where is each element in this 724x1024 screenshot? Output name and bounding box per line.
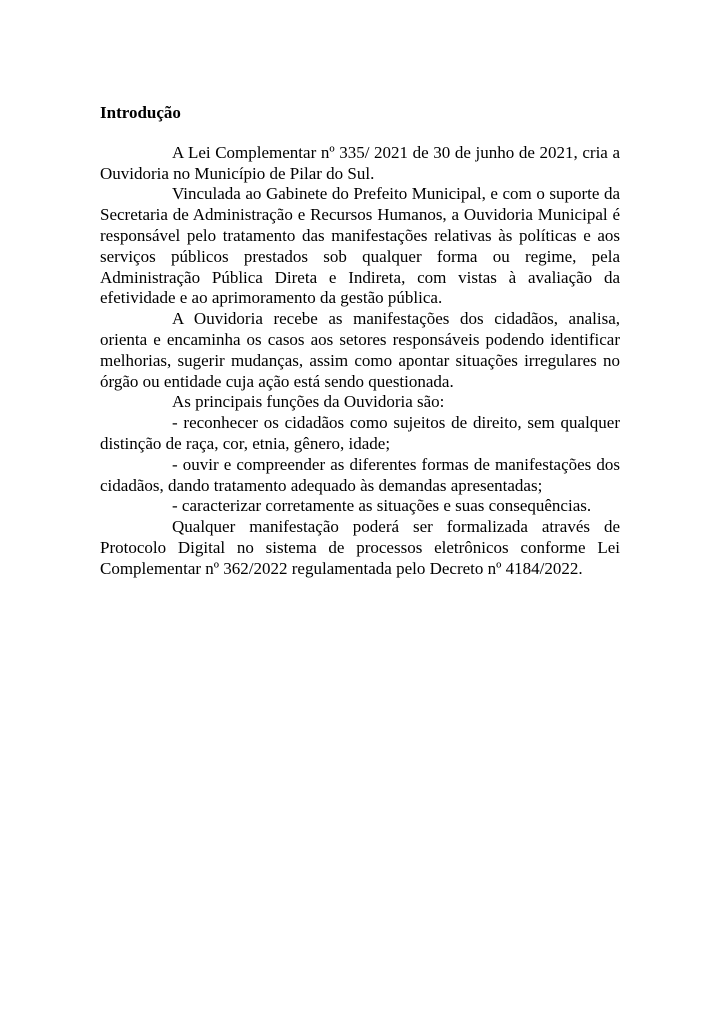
list-item-paragraph: - reconhecer os cidadãos como sujeitos de direito, sem qualquer distinção de raça, cor, etnia, gênero, idade; — [100, 413, 620, 453]
paragraph: A Lei Complementar nº 335/ 2021 de 30 de junho de 2021, cria a Ouvidoria no Município de Pilar do Sul. — [100, 142, 620, 183]
document-heading: Introdução — [100, 103, 181, 122]
list-item-paragraph: - caracterizar corretamente as situações e suas consequências. — [172, 496, 592, 516]
paragraph: Qualquer manifestação poderá ser formalizada através de Protocolo Digital no sistema de processos eletrônicos conforme Lei Complementar nº 362/2022 regulamentada pelo Decreto nº 4184/2022. — [100, 517, 620, 578]
paragraph: A Ouvidoria recebe as manifestações dos cidadãos, analisa, orienta e encaminha os casos aos setores responsáveis podendo identificar melhorias, sugerir mudanças, assim como apontar situações irregulares no órgão ou entidade cuja ação está sendo questionada. — [100, 309, 620, 391]
paragraph: As principais funções da Ouvidoria são: — [172, 392, 445, 412]
paragraph: Vinculada ao Gabinete do Prefeito Municipal, e com o suporte da Secretaria de Administração e Recursos Humanos, a Ouvidoria Municipal é responsável pelo tratamento das manifestações relativas às políticas e aos serviços públicos prestados sob qualquer forma ou regime, pela Administração Pública Direta e Indireta, com vistas à avaliação da efetividade e ao aprimoramento da gestão pública. — [100, 184, 620, 308]
document-body — [100, 143, 620, 580]
list-item-paragraph: - ouvir e compreender as diferentes formas de manifestações dos cidadãos, dando tratamento adequado às demandas apresentadas; — [100, 454, 620, 495]
